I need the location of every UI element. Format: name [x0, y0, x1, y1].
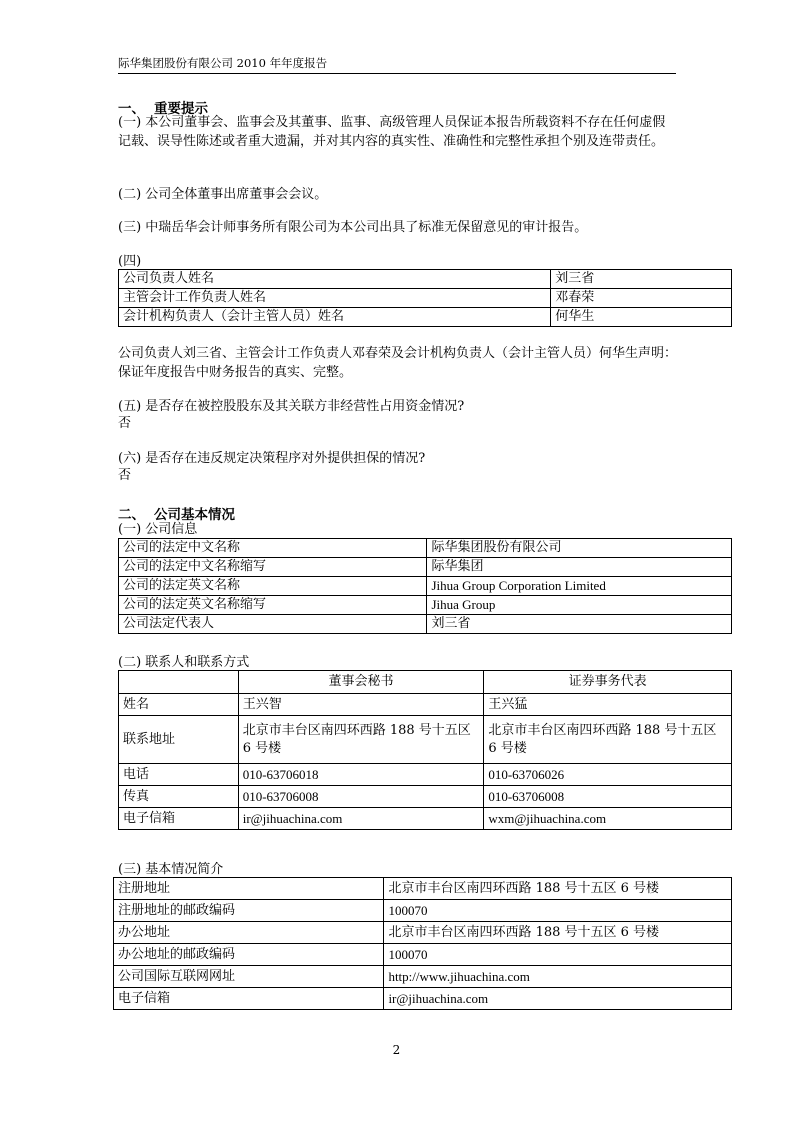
table-row: [119, 558, 732, 577]
notice-paragraph-4-label: (四): [118, 254, 142, 269]
table-cell: 会计机构负责人（会计主管人员）姓名: [119, 308, 551, 327]
table-cell: [119, 671, 239, 694]
table-cell: 北京市丰台区南四环西路 188 号十五区 6 号楼: [238, 716, 484, 764]
table-row: [114, 944, 732, 966]
table-cell: 主管会计工作负责人姓名: [119, 289, 551, 308]
table-cell: 刘三省: [427, 615, 732, 634]
table-cell: 办公地址的邮政编码: [114, 944, 384, 966]
table-row: [119, 615, 732, 634]
table-cell: 电子信箱: [114, 988, 384, 1010]
table-row: [119, 539, 732, 558]
table-row: [119, 694, 732, 716]
company-info-table: [118, 538, 732, 634]
table-header-row: [119, 671, 732, 694]
table-cell: 电子信箱: [119, 808, 239, 830]
table-row: [119, 764, 732, 786]
table-row: [119, 308, 732, 327]
contact-table: [118, 670, 732, 830]
question-5: (五) 是否存在被控股股东及其关联方非经营性占用资金情况?: [118, 399, 465, 414]
table-cell: 010-63706008: [484, 786, 732, 808]
table-cell: 北京市丰台区南四环西路 188 号十五区 6 号楼: [384, 878, 732, 900]
table-cell: 公司的法定中文名称: [119, 539, 427, 558]
table-row: [119, 596, 732, 615]
page-number: 2: [392, 1043, 401, 1057]
table-row: [119, 716, 732, 764]
table-cell: 刘三省: [551, 270, 732, 289]
notice-paragraph-2: (二) 公司全体董事出席董事会会议。: [118, 187, 328, 202]
table-row: [119, 808, 732, 830]
section2-title: 公司基本情况: [154, 507, 235, 523]
table-cell: 010-63706018: [238, 764, 484, 786]
table-cell: 王兴猛: [484, 694, 732, 716]
section1-title: 重要提示: [154, 101, 208, 117]
table-row: [119, 270, 732, 289]
table-cell: 公司负责人姓名: [119, 270, 551, 289]
answer-5: 否: [118, 416, 132, 431]
table-cell: 北京市丰台区南四环西路 188 号十五区 6 号楼: [384, 922, 732, 944]
table-cell: 王兴智: [238, 694, 484, 716]
table-cell: 注册地址: [114, 878, 384, 900]
table-cell: 际华集团: [427, 558, 732, 577]
section2-number: 二、: [118, 507, 145, 523]
table-cell: 邓春荣: [551, 289, 732, 308]
table-cell: 公司的法定英文名称: [119, 577, 427, 596]
table-row: [119, 786, 732, 808]
table-cell: ir@jihuachina.com: [238, 808, 484, 830]
table-row: [114, 900, 732, 922]
table-cell: 办公地址: [114, 922, 384, 944]
table-cell: Jihua Group Corporation Limited: [427, 577, 732, 596]
table-cell: 联系地址: [119, 716, 239, 764]
basic-info-subheading: (三) 基本情况简介: [118, 862, 224, 877]
table-cell: 010-63706008: [238, 786, 484, 808]
contact-subheading: (二) 联系人和联系方式: [118, 655, 250, 670]
table-cell: 姓名: [119, 694, 239, 716]
report-header: 际华集团股份有限公司 2010 年年度报告: [118, 56, 328, 70]
responsible-persons-table: [118, 269, 732, 327]
column-header: 证券事务代表: [484, 671, 732, 694]
table-cell: http://www.jihuachina.com: [384, 966, 732, 988]
notice-paragraph-1: (一) 本公司董事会、监事会及其董事、监事、高级管理人员保证本报告所载资料不存在任何虚假记载、误导性陈述或者重大遗漏，并对其内容的真实性、准确性和完整性承担个别及连带责任。: [118, 115, 666, 149]
question-6: (六) 是否存在违反规定决策程序对外提供担保的情况?: [118, 451, 426, 466]
basic-info-table: [113, 877, 732, 1010]
table-row: [114, 878, 732, 900]
table-cell: 传真: [119, 786, 239, 808]
table-cell: ir@jihuachina.com: [384, 988, 732, 1010]
table-row: [114, 966, 732, 988]
table-cell: 公司国际互联网网址: [114, 966, 384, 988]
table-cell: 电话: [119, 764, 239, 786]
table-cell: Jihua Group: [427, 596, 732, 615]
table-row: [114, 922, 732, 944]
column-header: 董事会秘书: [238, 671, 484, 694]
answer-6: 否: [118, 468, 132, 483]
responsibility-statement: 公司负责人刘三省、主管会计工作负责人邓春荣及会计机构负责人（会计主管人员）何华生声明：保证年度报告中财务报告的真实、完整。: [118, 346, 678, 380]
table-cell: 100070: [384, 944, 732, 966]
table-cell: 100070: [384, 900, 732, 922]
table-cell: wxm@jihuachina.com: [484, 808, 732, 830]
notice-paragraph-3: (三) 中瑞岳华会计师事务所有限公司为本公司出具了标准无保留意见的审计报告。: [118, 220, 588, 235]
table-cell: 公司的法定中文名称缩写: [119, 558, 427, 577]
header-divider: [118, 73, 676, 74]
table-row: [119, 289, 732, 308]
table-cell: 北京市丰台区南四环西路 188 号十五区 6 号楼: [484, 716, 732, 764]
table-cell: 公司的法定英文名称缩写: [119, 596, 427, 615]
section1-number: 一、: [118, 101, 145, 117]
company-info-subheading: (一) 公司信息: [118, 522, 198, 537]
table-cell: 公司法定代表人: [119, 615, 427, 634]
table-row: [119, 577, 732, 596]
table-cell: 010-63706026: [484, 764, 732, 786]
table-cell: 何华生: [551, 308, 732, 327]
table-row: [114, 988, 732, 1010]
table-cell: 际华集团股份有限公司: [427, 539, 732, 558]
table-cell: 注册地址的邮政编码: [114, 900, 384, 922]
